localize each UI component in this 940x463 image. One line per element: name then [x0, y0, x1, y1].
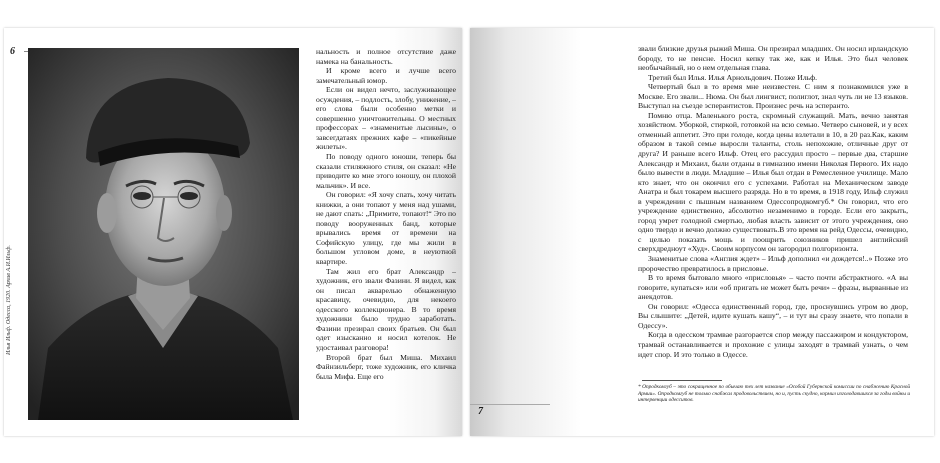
portrait-photo [28, 48, 299, 420]
footnote-rule [642, 380, 722, 381]
paragraph: Он говорил: «Я хочу спать, хочу читать книжки, а они топают у меня над ушами, не дают спать: „Примите, топают!“ Это по поводу вооруженных банд, которые врывались время от времени на Софийскую улицу, где мы жили в большом угловом доме, в неуютной квартире. [316, 190, 456, 267]
paragraph: Помню отца. Маленького роста, скромный служащий. Мать, вечно занятая хозяйством. Уборкой, стиркой, готовкой на всю семью. Четверо сыновей, и у всех отменный аппетит. Это при голоде, когда цены взлетали в 10, в 20 раз.Как, каким образом в такой семье выросли таланты, столь непохожие, отличные друг от друга? И раньше всего Ильф. Отец его рассудил просто – первые два, старшие Александр и Михаил, были отданы в гимназию имени Николая Первого. Их надо было вывести в люди. Младшие – Илья был отдан в Ремесленное училище. Мало кто знает, что он окончил его с успехами. Работал на Механическом заводе Анатра и был токарем высшего разряда. Но в то время, в 1918 году, Ильф служил в учреждении с пышным названием Одессопродкомгуб.* Он говорил, что его учреждение единственно, абсолютно незаменимо в городе. Если его закрыть, город умрет голодной смертью, любая власть зависит от этого учреждения, оно одно твердо и вечно должно существовать.В это время на рейд Одессы, очевидно, с целью показать мощь и поощрить союзников пришел английский сверхдредноут «Худ». Своим корпусом он загородил полгоризонта. [638, 110, 908, 254]
left-text-column [316, 47, 456, 381]
paragraph: нальность и полное отсутствие даже намека на банальность. [316, 47, 456, 66]
right-page [470, 28, 934, 436]
paragraph: Второй брат был Миша. Михаил Файнзильберг, тоже художник, его кличка была Мифа. Еще его [316, 352, 456, 381]
footnote: * Опродкомгуб – это сокращенное по обычаю тех лет название «Особой Губернской комиссии по снабжению Красной Армии». Опродкомгуб не только снабжал продовольствием, но и, пусть скудно, кормил изголодавшихся за годы войны и интервенции одесситов. [638, 384, 910, 404]
paragraph: Он говорил: «Одесса единственный город, где, проснувшись утром во двор, Вы слышите: „Детей, идите кушать кашу“, – и тут вы сразу знаете, что попали в Одессу». [638, 301, 908, 330]
paragraph: Когда в одесском трамвае разгорается спор между пассажиром и кондуктором, трамвай останавливается и прохожие с улицы заходят в трамвай узнать, о чем идет спор. И это только в Одессе. [638, 330, 908, 359]
right-text-column [638, 44, 908, 359]
photo-caption: Илья Ильф. Одесса, 1920. Архив А.И.Ильф. [6, 245, 12, 356]
paragraph: Четвертый был в то время мне неизвестен. С ним я познакомился уже в Москве. Его звали... Нюма. Он был лингвист, полиглот, знал чуть ли не 13 языков. Выступал на съезде эсперантистов. Произнес речь на эсперанто. [638, 82, 908, 111]
folio-rule [470, 404, 550, 405]
portrait-illustration [28, 48, 299, 420]
left-page [4, 28, 462, 436]
paragraph: Если он видел нечто, заслуживающее осуждения, – подлость, злобу, унижение, – его слова были особенно метки и совершенно уничтожительны. О местных профессорах – «знаменитые лысины», о завсегдатаях прежних кафе – «пикейные жилеты». [316, 85, 457, 152]
paragraph: звали близкие друзья рыжий Миша. Он презирал младших. Он носил ирландскую бороду, то не пенсне. Носил кепку так же, как и Илья. Это был человек необычайный, но о нем отдельная глава. [638, 44, 908, 73]
paragraph: Знаменитые слова «Англия ждет» – Ильф дополнил «и дождется!..» Позже это пророчество превратилось в присловье. [638, 254, 908, 273]
paragraph: И кроме всего и лучше всего замечательный юмор. [316, 66, 456, 85]
page-number-left: 6 [10, 46, 15, 57]
paragraph: Там жил его брат Александр – художник, его звали Фазини. Я видел, как он писал акварелью обнаженную красавицу, очевидно, для некоего одесского коллекционера. В то время художники было трудно заработать. Фазини презирал своих братьев. Он был одет изысканно и носил котелок. Не удостаивал разговора! [316, 266, 456, 352]
paragraph: Третий был Илья. Илья Арнольдович. Позже Ильф. [648, 72, 818, 82]
paragraph: По поводу одного юноши, теперь бы сказали стиляжного стиля, он сказал: «Не приводите ко мне этого юношу, он плохой мальчик». И все. [316, 152, 456, 190]
paragraph: В то время бытовало много «присловья» – часто почти абстрактного. «А вы говорите, купаться» или «об пригать не может быть речи» – фразы, вырванные из анекдотов. [638, 273, 908, 302]
page-number-right: 7 [478, 406, 483, 417]
